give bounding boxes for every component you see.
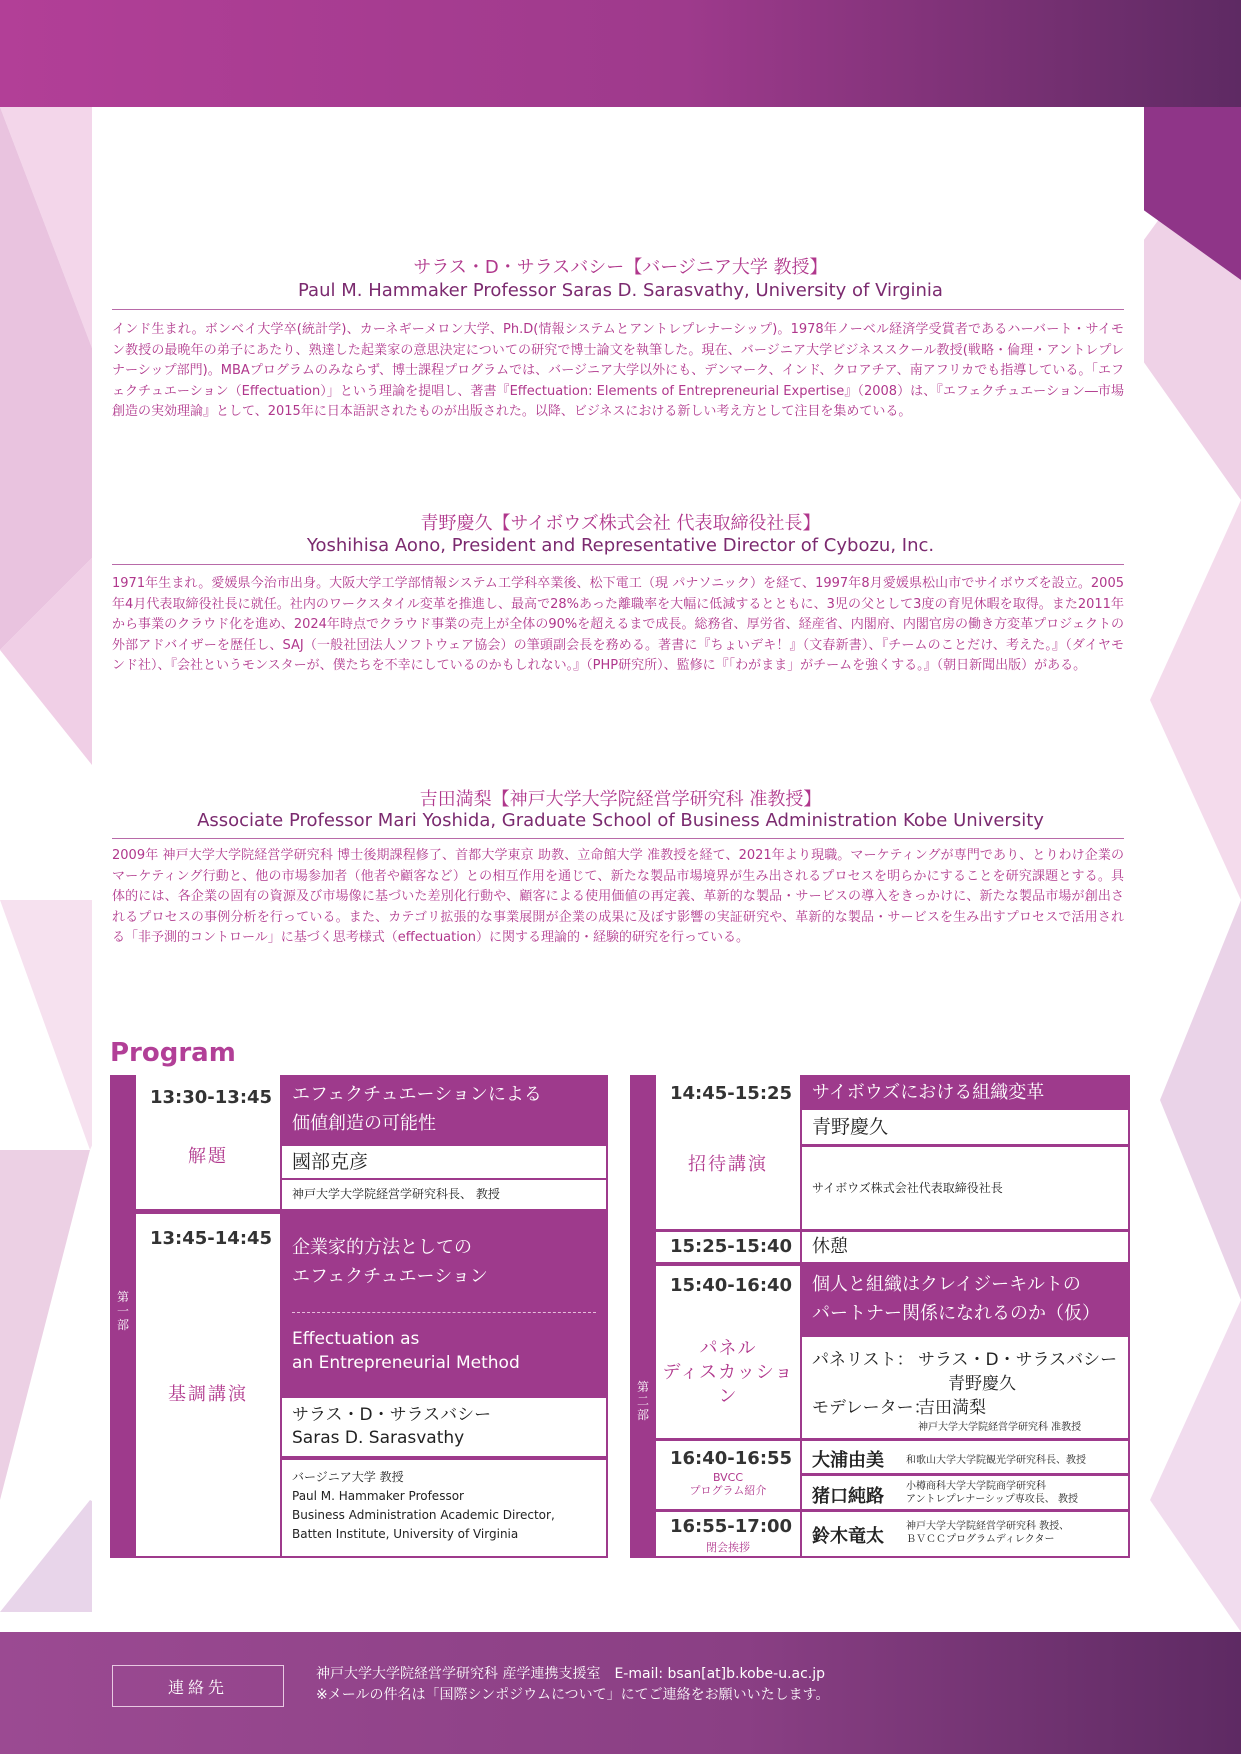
session-3-label: 招待講演 bbox=[688, 1154, 768, 1175]
session-1-affiliation: 神戸大学大学院経営学研究科長、 教授 bbox=[282, 1180, 606, 1209]
speaker-3-bio: 2009年 神戸大学大学院経営学研究科 博士後期課程修了、首都大学東京 助教、立命館大学 准教授を経て、2021年より現職。マーケティングが専門であり、とりわけ企業のマーケティング行動と、他の市場参加者（他者や顧客など）との相互作用を通じて、新たな製品市場境界が生み出されるプロセスを明らかにすることを研究課題とする。具体的には、各企業の固有の資源及び市場像に基づいた差別化行動や、顧客による使用価値の再定義、革新的な製品・サービスの導入をきっかけに、新たな製品市場が創出されるプロセスの事例分析を行っている。また、カテゴリ拡張的な事業展開が企業の成果に及ぼす影響の実証研究や、革新的な製品・サービスを生み出すプロセスで活用される「非予測的コントロール」に基づく思考様式（effectuation）に関する理論的・経験的研究を行っている。 bbox=[112, 848, 1124, 945]
session-7-time: 16:55-17:00 bbox=[670, 1516, 793, 1537]
dashed-divider bbox=[292, 1312, 596, 1313]
moderator-label: モデレーター： bbox=[812, 1398, 931, 1418]
session-2-title bbox=[292, 1233, 488, 1291]
session-1-speaker: 國部克彦 bbox=[282, 1146, 606, 1178]
speaker-2-name-ja: 青野慶久【サイボウズ株式会社 代表取締役社長】 bbox=[420, 513, 821, 534]
label-line: プログラム紹介 bbox=[689, 1484, 767, 1497]
affil-line: Business Administration Academic Director, bbox=[292, 1508, 555, 1522]
presenter-affiliation bbox=[906, 1480, 1078, 1506]
label-line: パネル bbox=[699, 1338, 757, 1359]
session-3-title: サイボウズにおける組織変革 bbox=[812, 1082, 1045, 1103]
session-2-speaker-en: Saras D. Sarasvathy bbox=[292, 1428, 465, 1448]
top-banner bbox=[0, 0, 1241, 107]
session-3-time: 14:45-15:25 bbox=[670, 1083, 793, 1104]
contact-info bbox=[316, 1664, 830, 1706]
session-1-time: 13:30-13:45 bbox=[150, 1087, 273, 1108]
moderator: 吉田満梨 bbox=[918, 1398, 986, 1418]
session-6-time: 16:40-16:55 bbox=[670, 1448, 793, 1469]
session-4-title: 休憩 bbox=[802, 1232, 1128, 1262]
session-2-title-en-line: an Entrepreneurial Method bbox=[292, 1353, 520, 1373]
divider bbox=[112, 838, 1124, 839]
presenter-name: 猪口純路 bbox=[812, 1486, 884, 1507]
panelist-1: サラス・D・サラスバシー bbox=[918, 1350, 1118, 1370]
session-5-title-line: パートナー関係になれるのか（仮） bbox=[812, 1303, 1100, 1324]
moderator-affiliation: 神戸大学大学院経営学研究科 准教授 bbox=[918, 1422, 1082, 1433]
affil-line: ＢＶＣＣプログラムディレクター bbox=[906, 1534, 1055, 1545]
session-2-affiliation bbox=[282, 1460, 606, 1556]
program-title: Program bbox=[110, 1038, 236, 1068]
affil-line: 小樽商科大学大学院商学研究科 bbox=[906, 1481, 1046, 1492]
session-2-label: 基調講演 bbox=[168, 1384, 248, 1405]
session-3-affiliation: サイボウズ株式会社代表取締役社長 bbox=[802, 1147, 1128, 1229]
contact-line-2: ※メールの件名は「国際シンポジウムについて」にてご連絡をお願いいたします。 bbox=[316, 1687, 830, 1703]
session-4-time: 15:25-15:40 bbox=[670, 1236, 793, 1257]
session-1-title bbox=[292, 1080, 542, 1138]
affil-line: Paul M. Hammaker Professor bbox=[292, 1489, 464, 1503]
speaker-2-name-en: Yoshihisa Aono, President and Representative Director of Cybozu, Inc. bbox=[306, 535, 935, 556]
speaker-1-name-ja: サラス・D・サラスバシー【バージニア大学 教授】 bbox=[413, 257, 828, 278]
speaker-3-name-en: Associate Professor Mari Yoshida, Graduate School of Business Administration Kobe University bbox=[197, 810, 1044, 831]
affil-line: 神戸大学大学院経営学研究科 教授、 bbox=[906, 1521, 1070, 1532]
session-2-speaker bbox=[282, 1398, 606, 1456]
affil-line: Batten Institute, University of Virginia bbox=[292, 1527, 519, 1541]
divider bbox=[112, 309, 1124, 310]
speaker-2-bio: 1971年生まれ。愛媛県今治市出身。大阪大学工学部情報システム工学科卒業後、松下電工（現 パナソニック）を経て、1997年8月愛媛県松山市でサイボウズを設立。2005年4月代表取締役社長に就任。社内のワークスタイル変革を推進し、最高で28%あった離職率を大幅に低減するとともに、3児の父として3度の育児休暇を取得。また2011年から事業のクラウド化を進め、2024年時点でクラウド事業の売上が全体の90%を超えるまで成長。総務省、厚労省、経産省、内閣府、内閣官房の働き方変革プロジェクトの外部アドバイザーを歴任し、SAJ（一般社団法人ソフトウェア協会）の筆頭副会長を務める。著書に『ちょいデキ！』（文春新書）、『チームのことだけ、考えた。』（ダイヤモンド社）、『会社というモンスターが、僕たちを不幸にしているのかもしれない。』（PHP研究所）、監修に『「わがまま」がチームを強くする。』（朝日新聞出版）がある。 bbox=[112, 576, 1124, 673]
session-5-panel-cell bbox=[802, 1337, 1128, 1438]
session-2-title-line: 企業家的方法としての bbox=[292, 1237, 472, 1258]
session-1-title-line: 価値創造の可能性 bbox=[292, 1113, 436, 1134]
label-line: BVCC bbox=[712, 1471, 744, 1484]
session-1-title-line: エフェクチュエーションによる bbox=[292, 1084, 542, 1105]
presenter-name: 大浦由美 bbox=[812, 1450, 884, 1471]
session-6-presenter-1 bbox=[802, 1441, 1128, 1473]
contact-label: 連絡先 bbox=[112, 1665, 284, 1707]
affil-line: バージニア大学 教授 bbox=[292, 1470, 404, 1484]
part-1-label: 第一部 bbox=[116, 1290, 129, 1332]
session-2-speaker-ja: サラス・D・サラスバシー bbox=[292, 1405, 492, 1425]
speaker-1-bio: インド生まれ。ボンベイ大学卒(統計学)、カーネギーメロン大学、Ph.D(情報システムとアントレプレナーシップ)。1978年ノーベル経済学受賞者であるハーバート・サイモン教授の最晩年の弟子にあたり、熟達した起業家の意思決定についての研究で博士論文を執筆した。現在、バージニア大学ビジネススクール教授(戦略・倫理・アントレプレナーシップ部門)。MBAプログラムのみならず、博士課程プログラムでは、バージニア大学以外にも、デンマーク、インド、クロアチア、南アフリカでも指導している。「エフェクチュエーション（Effectuation）」という理論を提唱し、著書『Effectuation: Elements of Entrepreneurial Expertise』（2008）は、『エフェクチュエーション―市場創造の実効理論』として、2015年に日本語訳されたものが出版された。以降、ビジネスにおける新しい考え方として注目を集めている。 bbox=[112, 322, 1124, 419]
session-3-speaker: 青野慶久 bbox=[802, 1110, 1128, 1144]
affil-line: アントレプレナーシップ専攻長、 教授 bbox=[906, 1494, 1078, 1505]
session-7-presenter bbox=[802, 1512, 1128, 1556]
presenter-name: 鈴木竜太 bbox=[812, 1526, 884, 1547]
session-6-presenter-2 bbox=[802, 1476, 1128, 1509]
session-5-label bbox=[656, 1337, 800, 1409]
session-6-label bbox=[656, 1471, 800, 1497]
session-2-time: 13:45-14:45 bbox=[150, 1228, 273, 1249]
contact-line-1: 神戸大学大学院経営学研究科 産学連携支援室 E-mail: bsan[at]b.kobe-u.ac.jp bbox=[316, 1666, 826, 1682]
panelist-label: パネリスト： bbox=[812, 1350, 914, 1370]
part-2-label: 第二部 bbox=[636, 1380, 649, 1422]
session-2-title-en bbox=[292, 1327, 520, 1375]
session-5-title bbox=[812, 1270, 1100, 1328]
session-5-title-line: 個人と組織はクレイジーキルトの bbox=[812, 1274, 1081, 1295]
session-1-label: 解題 bbox=[188, 1146, 228, 1167]
presenter-affiliation bbox=[906, 1520, 1069, 1546]
session-7-label: 閉会挨拶 bbox=[706, 1541, 750, 1554]
panelist-2: 青野慶久 bbox=[948, 1374, 1016, 1394]
speaker-1-name-en: Paul M. Hammaker Professor Saras D. Sarasvathy, University of Virginia bbox=[298, 280, 943, 301]
label-line: ディスカッション bbox=[662, 1362, 794, 1407]
presenter-affiliation: 和歌山大学大学院観光学研究科長、教授 bbox=[906, 1455, 1086, 1466]
divider bbox=[112, 564, 1124, 565]
session-2-title-line: エフェクチュエーション bbox=[292, 1266, 488, 1287]
speaker-3-name-ja: 吉田満梨【神戸大学大学院経営学研究科 准教授】 bbox=[419, 789, 822, 810]
session-5-time: 15:40-16:40 bbox=[670, 1275, 793, 1296]
session-2-title-en-line: Effectuation as bbox=[292, 1329, 420, 1349]
